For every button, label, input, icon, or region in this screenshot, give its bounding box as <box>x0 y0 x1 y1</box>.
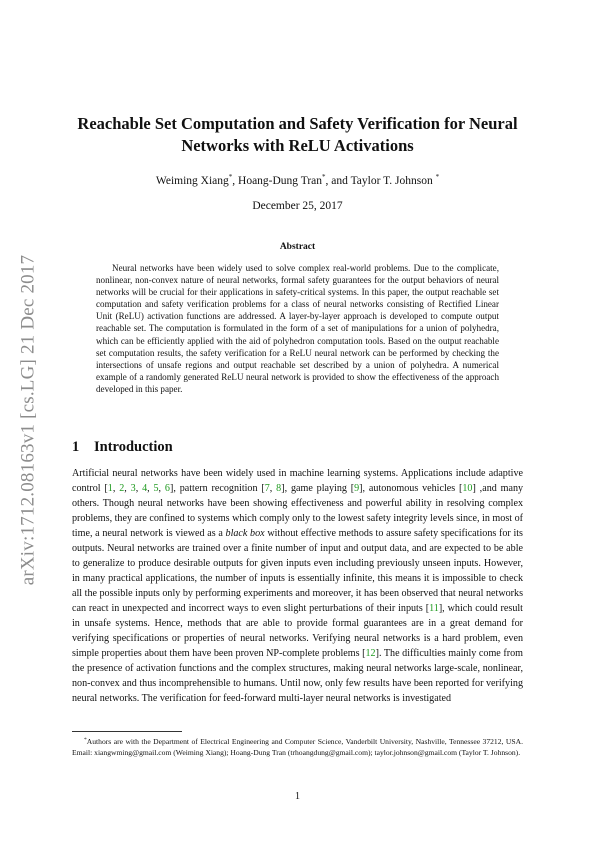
citation-separator: , <box>135 483 143 494</box>
citation-separator: , <box>112 483 120 494</box>
author-line <box>72 173 523 187</box>
citation-link[interactable]: 10 <box>462 483 473 494</box>
arxiv-stamp-text: arXiv:1712.08163v1 [cs.LG] 21 Dec 2017 <box>17 254 39 586</box>
author-marker: * <box>322 173 326 181</box>
citation-link[interactable]: 12 <box>365 648 376 659</box>
footnote-text: Authors are with the Department of Electrical Engineering and Computer Science, Vanderbilt University, Nashville, Tennessee 37212, USA. Email: xiangwming@gmail.com (Weiming Xiang); Hoang-Dung Tran (trhoangdung@gmail.com); taylor.johnson@gmail.com (Taylor T. Johnson). <box>72 737 523 757</box>
body-text: Artificial neural networks have been widely used in machine learning systems. Applications include adaptive control [ <box>72 468 523 494</box>
author-name: Hoang-Dung Tran <box>238 175 323 187</box>
author-marker: * <box>435 173 440 181</box>
section-number: 1 <box>72 439 80 455</box>
footnote <box>72 735 523 758</box>
section-title: Introduction <box>94 439 173 455</box>
citation-bracket: ] <box>472 483 476 494</box>
citation-link[interactable]: 4 <box>142 483 148 494</box>
citation-separator: , <box>124 483 131 494</box>
citation-link[interactable]: 6 <box>164 483 170 494</box>
section-heading <box>72 439 173 456</box>
author-conjunction: and <box>331 175 348 187</box>
body-text: without effective methods to assure safety specifications for its outputs. Neural networks are trained over a finite number of input and output data, and are expected to be able to generalize to produce desirable outputs for given inputs even including previously unseen inputs. However, in many practical applications, the number of inputs is essentially infinite, this means it is impossible to check all the possible inputs only by performing experiments and moreover, it has been observed that neural networks can react in unexpected and incorrect ways to even slight perturbations of their inputs [ <box>72 528 523 614</box>
citation-separator: , <box>147 483 154 494</box>
body-text: ,and many others. Though neural networks have been showing effectiveness and powerful ability in resolving complex problems, they are confined to systems which comply only to the lowest safety integrity levels since, in most of time, a neural network is viewed as a <box>72 483 524 539</box>
citation-link[interactable]: 11 <box>429 603 439 614</box>
arxiv-stamp <box>8 240 48 600</box>
author-name: Taylor T. Johnson <box>350 175 433 187</box>
abstract-heading: Abstract <box>279 242 316 252</box>
author-marker: * <box>228 173 233 181</box>
citation-link[interactable]: 3 <box>130 483 136 494</box>
body-text: , autonomous vehicles [ <box>362 483 463 494</box>
abstract-body: Neural networks have been widely used to solve complex real-world problems. Due to the complicate, nonlinear, non-convex nature of neural networks, formal safety guarantees for the output behaviors of neural networks will be crucial for their applications in safety-critical systems. In this paper, the output reachable set computation and safety verification problems for a class of neural networks consisting of Rectified Linear Unit (ReLU) activation functions are addressed. A layer-by-layer approach is developed to compute output reachable set. The computation is formulated in the form of a set of manipulations for a union of polyhedra, which can be efficiently applied with the aid of polyhedron computation tools. Based on the output reachable set computation results, the safety verification for a ReLU neural network can be performed by checking the intersections of unsafe regions and output reachable set described by a union of polyhedra. A numerical example of a randomly generated ReLU neural network is provided to show the effectiveness of the approach developed in this paper. <box>96 263 499 394</box>
author-name: Weiming Xiang <box>155 175 229 187</box>
citation-link[interactable]: 1 <box>107 483 113 494</box>
body-text: , pattern recognition [ <box>173 483 265 494</box>
citation-link[interactable]: 5 <box>153 483 159 494</box>
citation-bracket: ] <box>281 483 285 494</box>
footnote-rule <box>72 731 182 732</box>
author-separator: , <box>325 175 329 187</box>
author-separator: , <box>232 175 236 187</box>
page-number: 1 <box>295 791 300 802</box>
citation-link[interactable]: 7 <box>264 483 270 494</box>
emphasis-text: black box <box>225 528 265 539</box>
citation-bracket: ] <box>169 483 174 494</box>
citation-link[interactable]: 2 <box>119 483 125 494</box>
paper-date: December 25, 2017 <box>252 200 343 212</box>
intro-paragraph <box>72 466 523 706</box>
footnote-marker: * <box>84 737 87 743</box>
paper-title: Reachable Set Computation and Safety Verification for Neural Networks with ReLU Activations <box>77 114 518 155</box>
body-text: ]. The difficulties mainly come from the presence of activation functions and the complex structures, making neural networks large-scale, nonlinear, non-convex and thus incomprehensible to humans. Until now, only few results have been reported for verifying neural networks. The verification for feed-forward multi-layer neural networks is investigated <box>72 648 523 704</box>
citation-separator: , <box>269 483 277 494</box>
citation-link[interactable]: 9 <box>354 483 360 494</box>
citation-bracket: ] <box>359 483 363 494</box>
citation-link[interactable]: 8 <box>276 483 282 494</box>
citation-separator: , <box>158 483 165 494</box>
body-text: ], which could result in unsafe systems. Hence, methods that are able to provide formal guarantees are in a great demand for verifying specifications or properties of neural networks. Verifying neural networks is a hard problem, even simple properties about them have been proven NP-complete problems [ <box>72 603 523 659</box>
body-text: , game playing [ <box>284 483 355 494</box>
